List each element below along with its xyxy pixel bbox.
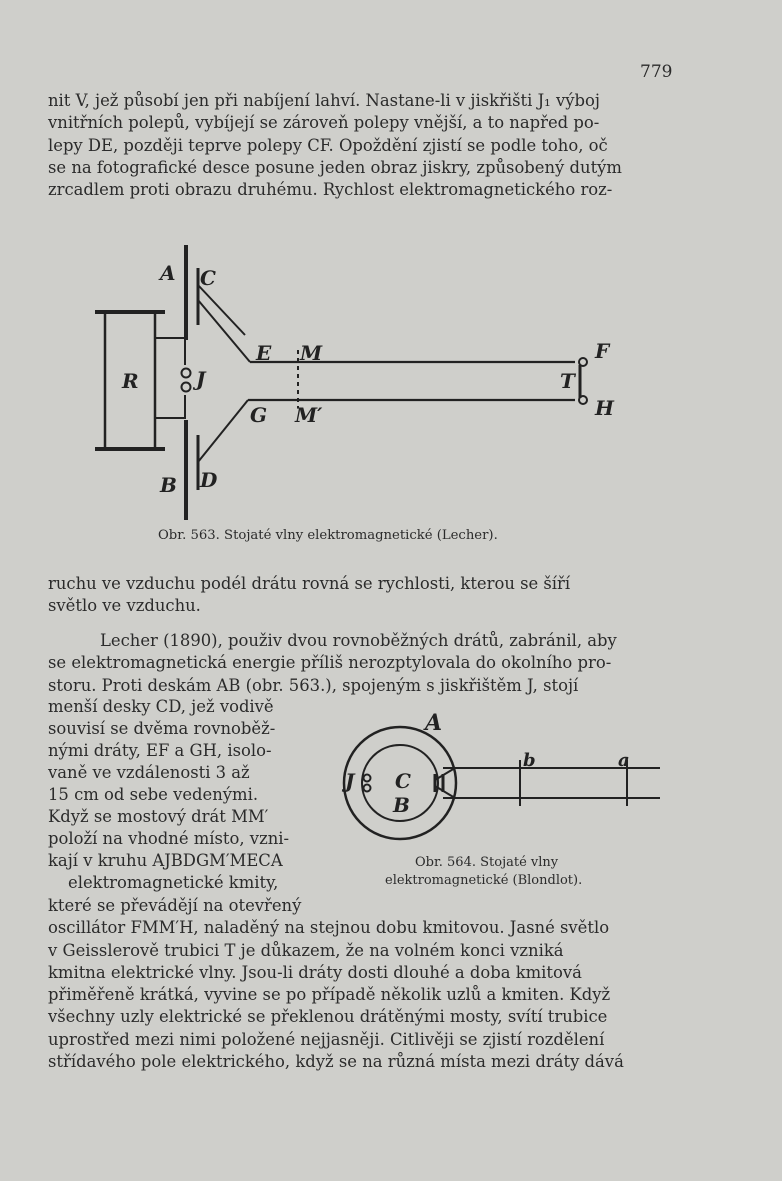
label-j: J [196,367,206,391]
label-h: H [595,396,614,420]
spark-ball-1 [364,775,371,782]
text-line: lepy DE, později teprve polepy CF. Opoždění zjistí se podle toho, oč [48,135,608,155]
text-line: všechny uzly elektrické se překlenou drátěnými mosty, svítí trubice [48,1007,608,1027]
text-line: storu. Proti deskám AB (obr. 563.), spojeným s jiskřištěm J, stojí [48,675,579,695]
text-line: střídavého pole elektrického, když se na různá místa mezi dráty dává [48,1052,624,1072]
label-a: A [160,261,176,285]
figure-563-caption: Obr. 563. Stojaté vlny elektromagnetické (Lecher). [158,528,498,543]
text-line: světlo ve vzduchu. [48,596,201,616]
label-m: M [300,341,323,365]
text-line: ruchu ve vzduchu podél drátu rovná se rychlosti, kterou se šíří [48,574,571,593]
wire-d-g [198,400,248,462]
label-b-small: b [523,750,536,771]
text-line: zrcadlem proti obrazu druhému. Rychlost elektromagnetického roz- [48,180,613,200]
label-a-big: A [425,710,443,736]
label-m-prime: M′ [295,403,323,427]
lead-top [435,768,455,780]
figure-564-caption-line1: Obr. 564. Stojaté vlny [415,855,559,870]
terminal-h [579,396,587,404]
narrow-line: menší desky CD, jež vodivě [48,697,274,716]
label-c: C [200,266,216,290]
text-line: kmitna elektrické vlny. Jsou-li dráty dosti dlouhé a doba kmitová [48,962,582,982]
text-line: vnitřních polepů, vybíjejí se zároveň polepy vnější, a to napřed po- [48,113,600,133]
text-line: nit V, jež působí jen při nabíjení lahví. Nastane-li v jiskřišti J₁ výboj [48,91,600,110]
label-j: J [345,769,355,793]
narrow-line: elektromagnetické kmity, [68,873,279,892]
terminal-f [579,358,587,366]
figure-563-lecher-diagram [90,240,650,525]
figure-564-caption-line2: elektromagnetické (Blondlot). [385,873,583,888]
text-line: které se převádějí na otevřený [48,896,302,915]
label-d: D [200,468,218,492]
text-line: se elektromagnetická energie příliš nerozptylovala do okolního pro- [48,653,612,673]
paragraph-intro [48,90,670,201]
label-c: C [395,769,411,793]
narrow-line: souvisí se dvěma rovnoběž- [48,719,276,738]
label-b: B [393,793,410,817]
narrow-line: Když se mostový drát MM′ [48,807,269,826]
paragraph-lecher [48,630,670,697]
text-line: oscillátor FMM′H, naladěný na stejnou dobu kmitovou. Jasné světlo [48,918,610,938]
figure-564-blondlot-diagram [335,708,665,848]
paragraph-speed [48,573,670,618]
narrow-line: kají v kruhu AJBDGM′MECA [48,851,283,870]
text-line: přiměřeně krátká, vyvine se po případě několik uzlů a kmiten. Když [48,985,611,1005]
label-b: B [160,473,177,497]
label-f: F [595,339,610,363]
narrow-line: nými dráty, EF a GH, isolo- [48,741,272,760]
narrow-line: položí na vhodné místo, vzni- [48,829,290,848]
label-r: R [122,369,139,393]
narrow-line: 15 cm od sebe vedenými. [48,785,259,804]
label-e: E [256,341,272,365]
text-line: v Geisslerově trubici T je důkazem, že na volném konci vzniká [48,940,564,960]
text-line: se na fotografické desce posune jeden obraz jiskry, způsobený dutým [48,157,622,177]
narrow-line: vaně ve vzdálenosti 3 až [48,763,250,782]
wire-coil-to-b [155,395,185,418]
text-line: uprostřed mezi nimi položené nejjasněji. Citlivěji se zjistí rozdělení [48,1029,605,1049]
lead-bottom [435,786,455,798]
spark-ball-bottom [182,383,191,392]
page-number: 779 [640,62,673,82]
paragraph-oscillator [48,895,670,1073]
label-g: G [250,403,268,427]
spark-ball-top [182,369,191,378]
spark-ball-2 [364,785,371,792]
label-a-small: a [618,750,630,771]
wire-coil-to-a [155,338,185,365]
label-t: T [560,369,575,393]
text-line: Lecher (1890), použiv dvou rovnoběžných drátů, zabránil, aby [100,631,617,650]
